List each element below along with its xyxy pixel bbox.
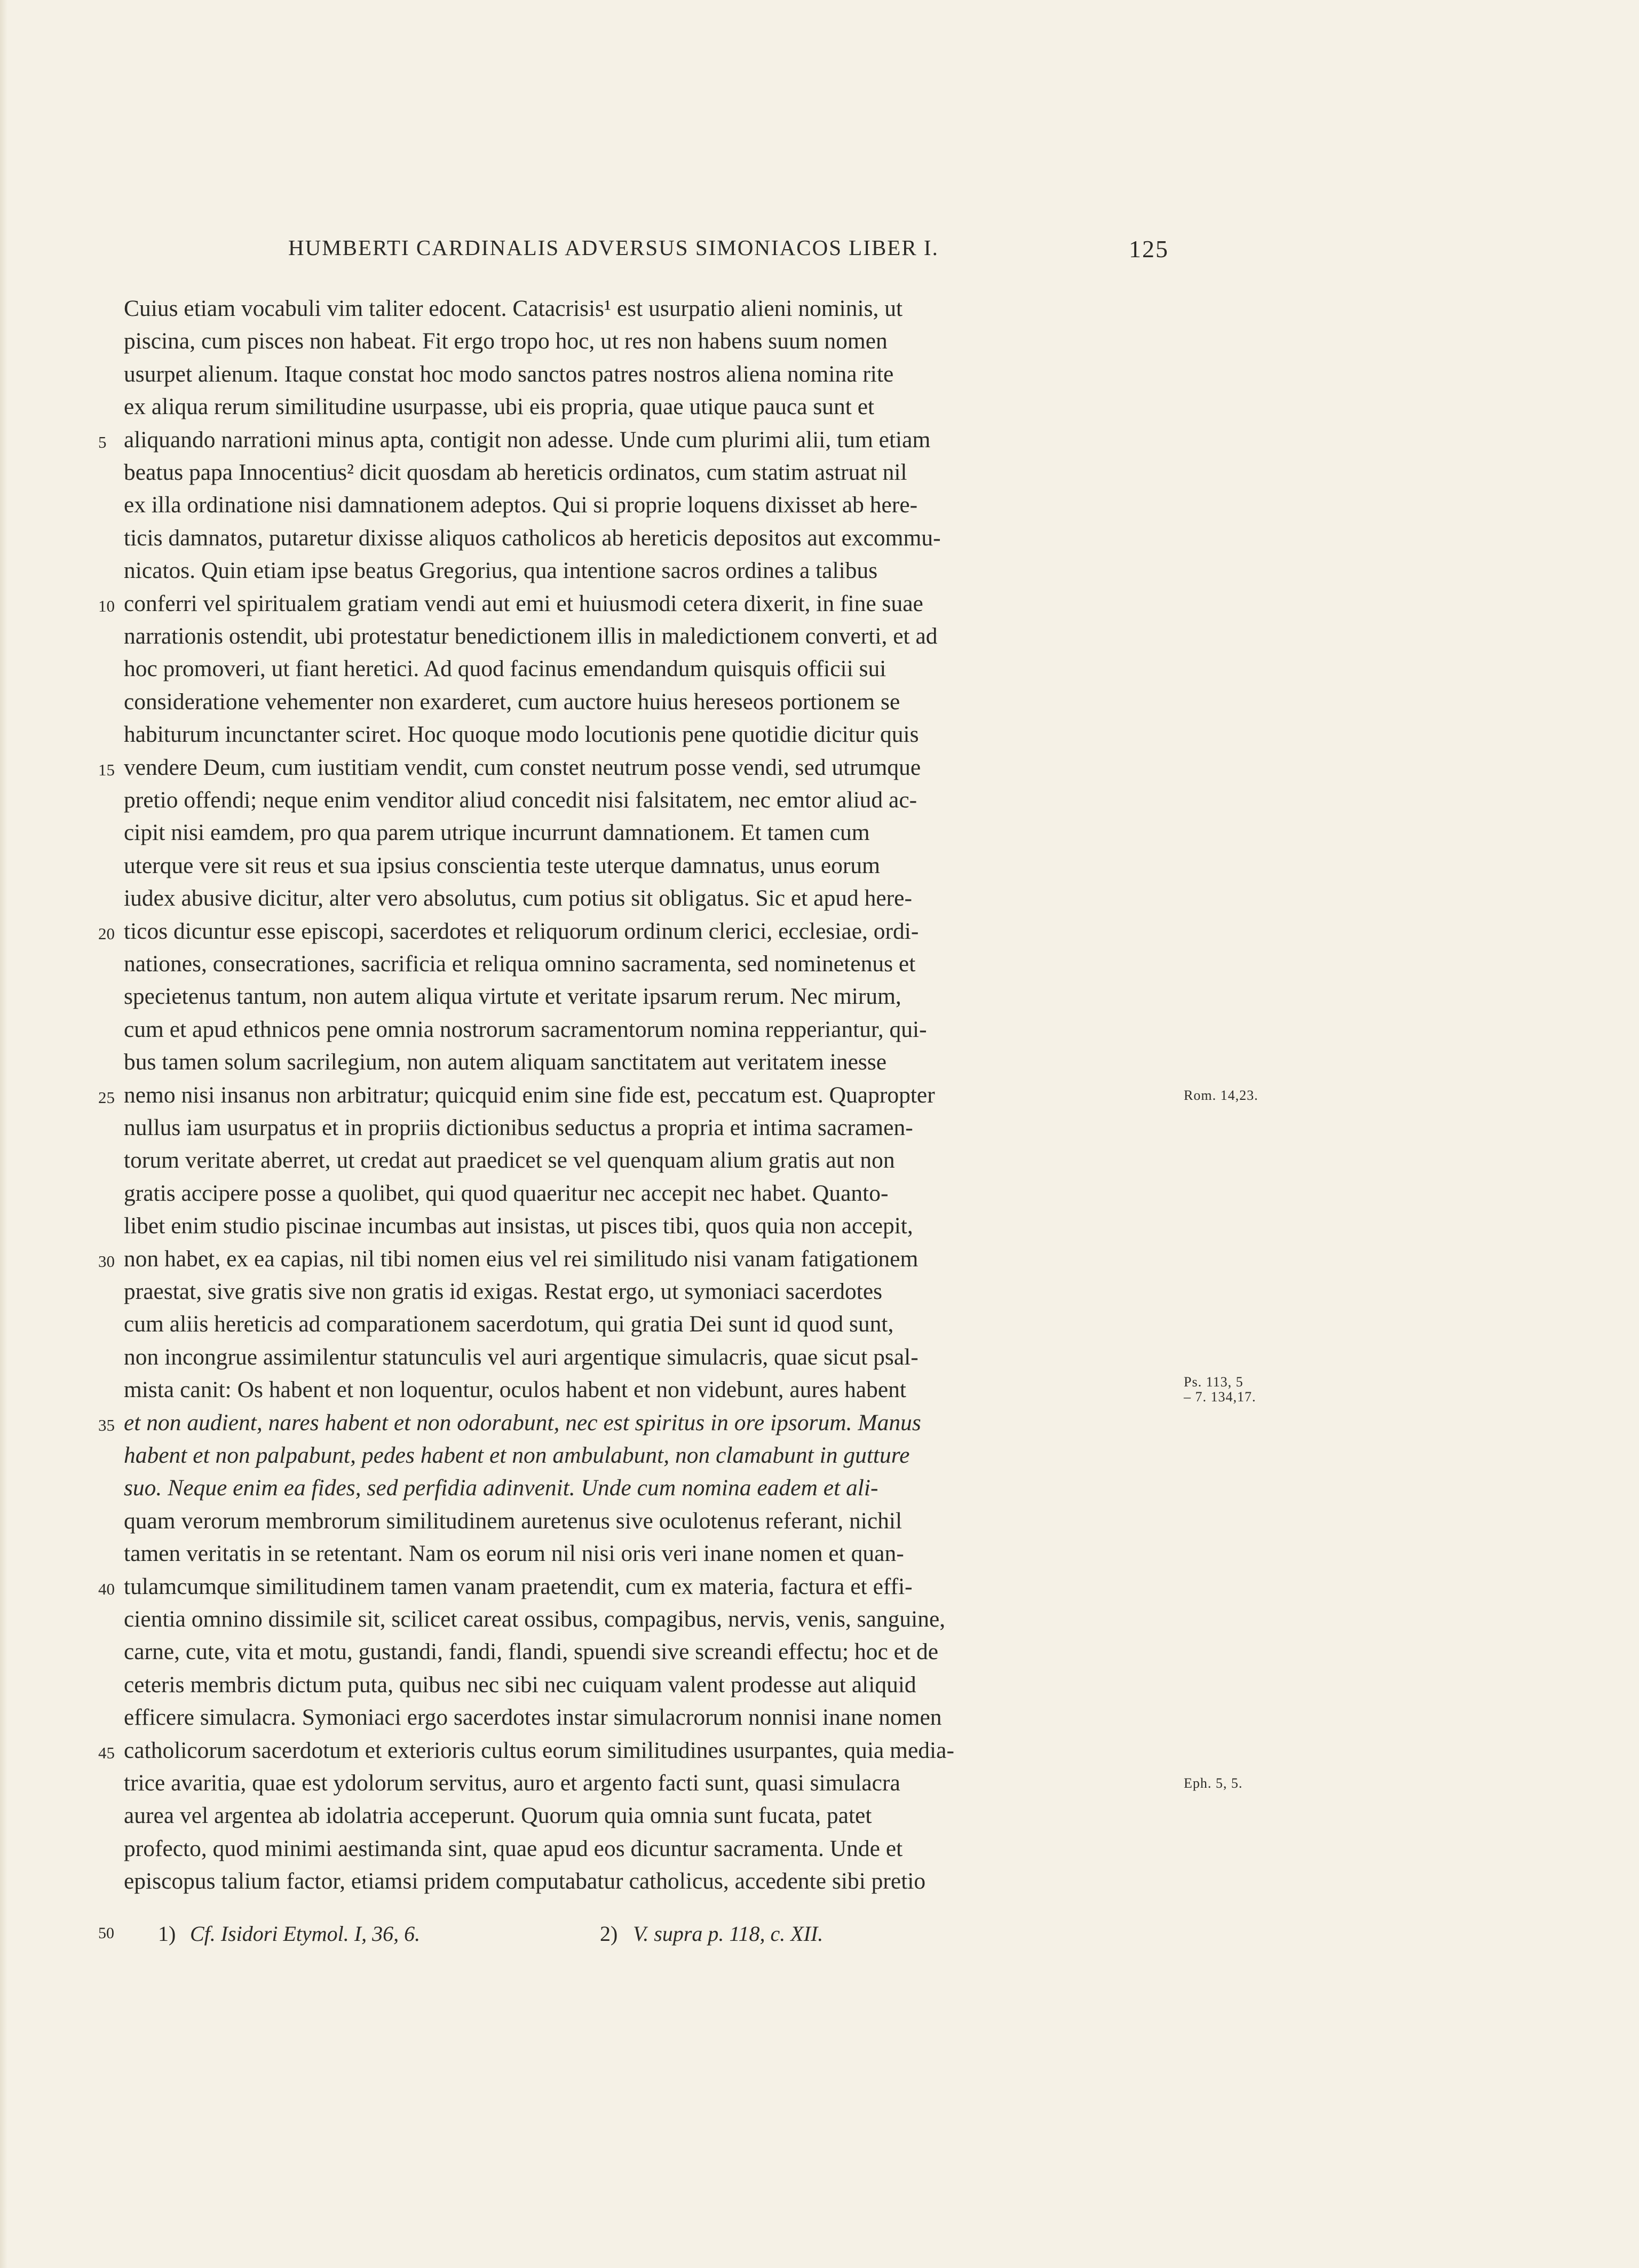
line-number: 5 bbox=[98, 432, 107, 451]
margin-reference bbox=[1184, 1375, 1256, 1405]
margin-reference-bottom: – 7. 134,17. bbox=[1184, 1389, 1256, 1405]
text-line: efficere simulacra. Symoniaci ergo sacerdotes instar simulacrorum nonnisi inane nomen bbox=[124, 1704, 942, 1731]
text-line: gratis accipere posse a quolibet, qui quod quaeritur nec accepit nec habet. Quanto- bbox=[124, 1180, 889, 1206]
footnotes bbox=[98, 1921, 1219, 1953]
footnote-2-marker: 2) bbox=[600, 1922, 618, 1946]
line-number: 45 bbox=[98, 1743, 115, 1762]
text-line: piscina, cum pisces non habeat. Fit ergo tropo hoc, ut res non habens suum nomen bbox=[124, 328, 888, 354]
running-title: HUMBERTI CARDINALIS ADVERSUS SIMONIACOS LIBER I. bbox=[288, 235, 939, 260]
text-line: consideratione vehementer non exarderet, cum auctore huius hereseos portionem se bbox=[124, 688, 900, 715]
text-line: iudex abusive dicitur, alter vero absolutus, cum potius sit obligatus. Sic et apud here- bbox=[124, 885, 912, 911]
text-line: ex illa ordinatione nisi damnationem adeptos. Qui si proprie loquens dixisset ab here- bbox=[124, 492, 918, 518]
margin-reference-top: Ps. 113, 5 bbox=[1184, 1374, 1244, 1390]
text-line: torum veritate aberret, ut credat aut praedicet se vel quenquam alium gratis aut non bbox=[124, 1147, 895, 1173]
text-line: vendere Deum, cum iustitiam vendit, cum constet neutrum posse vendi, sed utrumque bbox=[124, 754, 921, 780]
text-line: mista canit: Os habent et non loquentur, oculos habent et non videbunt, aures habent bbox=[124, 1377, 907, 1403]
running-head bbox=[288, 235, 1169, 267]
text-line: Cuius etiam vocabuli vim taliter edocent. Catacrisis¹ est usurpatio alieni nominis, ut bbox=[124, 296, 903, 321]
line-number: 15 bbox=[98, 760, 115, 779]
text-line: ex aliqua rerum similitudine usurpasse, ubi eis propria, quae utique pauca sunt et bbox=[124, 394, 875, 420]
text-line: suo. Neque enim ea fides, sed perfidia adinvenit. Unde cum nomina eadem et ali- bbox=[124, 1475, 878, 1501]
text-line: narrationis ostendit, ubi protestatur benedictionem illis in maledictionem converti, et ad bbox=[124, 623, 938, 649]
text-line: cum et apud ethnicos pene omnia nostrorum sacramentorum nomina repperiantur, qui- bbox=[124, 1016, 927, 1042]
text-line: nemo nisi insanus non arbitratur; quicquid enim sine fide est, peccatum est. Quapropter bbox=[124, 1082, 935, 1108]
line-number: 10 bbox=[98, 596, 115, 615]
text-line: ticos dicuntur esse episcopi, sacerdotes et reliquorum ordinum clerici, ecclesiae, ordi- bbox=[124, 918, 919, 944]
text-line: profecto, quod minimi aestimanda sint, quae apud eos dicuntur sacramenta. Unde et bbox=[124, 1835, 903, 1861]
text-line: tamen veritatis in se retentant. Nam os eorum nil nisi oris veri inane nomen et quan- bbox=[124, 1541, 904, 1567]
text-line: cientia omnino dissimile sit, scilicet careat ossibus, compagibus, nervis, venis, sanguine, bbox=[124, 1606, 946, 1632]
text-line: et non audient, nares habent et non odorabunt, nec est spiritus in ore ipsorum. Manus bbox=[124, 1409, 921, 1436]
text-line: specietenus tantum, non autem aliqua virtute et veritate ipsarum rerum. Nec mirum, bbox=[124, 984, 901, 1010]
text-line: usurpet alienum. Itaque constat hoc modo sanctos patres nostros aliena nomina rite bbox=[124, 361, 894, 387]
line-number: 35 bbox=[98, 1415, 115, 1434]
text-line: nationes, consecrationes, sacrificia et reliqua omnino sacramenta, sed nominetenus et bbox=[124, 951, 916, 977]
text-line: beatus papa Innocentius² dicit quosdam ab hereticis ordinatos, cum statim astruat nil bbox=[124, 459, 907, 485]
text-line: carne, cute, vita et motu, gustandi, fandi, flandi, spuendi sive screandi effectu; hoc et de bbox=[124, 1639, 939, 1665]
text-line: tulamcumque similitudinem tamen vanam praetendit, cum ex materia, factura et effi- bbox=[124, 1573, 913, 1599]
text-line: cum aliis hereticis ad comparationem sacerdotum, qui gratia Dei sunt id quod sunt, bbox=[124, 1311, 894, 1337]
footnote-1-text: Cf. Isidori Etymol. I, 36, 6. bbox=[190, 1922, 421, 1946]
text-line: hoc promoveri, ut fiant heretici. Ad quod facinus emendandum quisquis officii sui bbox=[124, 656, 886, 682]
text-line: quam verorum membrorum similitudinem auretenus sive oculotenus referant, nichil bbox=[124, 1508, 902, 1534]
text-line: bus tamen solum sacrilegium, non autem aliquam sanctitatem aut veritatem inesse bbox=[124, 1049, 887, 1075]
page-edge bbox=[0, 0, 7, 2268]
text-line: catholicorum sacerdotum et exterioris cultus eorum similitudines usurpantes, quia media- bbox=[124, 1737, 954, 1763]
footnote-2-text: V. supra p. 118, c. XII. bbox=[633, 1922, 824, 1946]
text-line: nullus iam usurpatus et in propriis dictionibus seductus a propria et intima sacramen- bbox=[124, 1115, 913, 1140]
margin-reference: Eph. 5, 5. bbox=[1184, 1775, 1243, 1791]
footnote-1-marker: 1) bbox=[158, 1922, 176, 1946]
text-line: cipit nisi eamdem, pro qua parem utrique incurrunt damnationem. Et tamen cum bbox=[124, 820, 870, 846]
line-number: 20 bbox=[98, 924, 115, 943]
text-line: pretio offendi; neque enim venditor aliud concedit nisi falsitatem, nec emtor aliud ac- bbox=[124, 787, 917, 813]
text-line: ticis damnatos, putaretur dixisse aliquos catholicos ab hereticis depositos aut excommu- bbox=[124, 525, 941, 551]
text-line: uterque vere sit reus et sua ipsius conscientia teste uterque damnatus, unus eorum bbox=[124, 852, 880, 878]
footnote-line-number: 50 bbox=[98, 1924, 114, 1942]
text-line: praestat, sive gratis sive non gratis id exigas. Restat ergo, ut symoniaci sacerdotes bbox=[124, 1279, 883, 1304]
text-line: libet enim studio piscinae incumbas aut insistas, ut pisces tibi, quos quia non accepit, bbox=[124, 1213, 913, 1239]
text-line: conferri vel spiritualem gratiam vendi aut emi et huiusmodi cetera dixerit, in fine suae bbox=[124, 590, 923, 616]
text-line: nicatos. Quin etiam ipse beatus Gregorius, qua intentione sacros ordines a talibus bbox=[124, 558, 878, 584]
text-line: non habet, ex ea capias, nil tibi nomen eius vel rei similitudo nisi vanam fatigationem bbox=[124, 1246, 919, 1272]
text-line: episcopus talium factor, etiamsi pridem computabatur catholicus, accedente sibi pretio bbox=[124, 1868, 926, 1894]
text-line: non incongrue assimilentur statunculis vel auri argentique simulacris, quae sicut psal- bbox=[124, 1344, 919, 1370]
text-line: habent et non palpabunt, pedes habent et non ambulabunt, non clamabunt in gutture bbox=[124, 1442, 910, 1468]
text-line: aliquando narrationi minus apta, contigit non adesse. Unde cum plurimi alii, tum etiam bbox=[124, 426, 931, 453]
text-line: ceteris membris dictum puta, quibus nec sibi nec cuiquam valent prodesse aut aliquid bbox=[124, 1671, 916, 1698]
margin-reference: Rom. 14,23. bbox=[1184, 1087, 1258, 1103]
line-number: 40 bbox=[98, 1579, 115, 1598]
line-number: 30 bbox=[98, 1251, 115, 1271]
text-line: aurea vel argentea ab idolatria acceperunt. Quorum quia omnia sunt fucata, patet bbox=[124, 1803, 872, 1829]
text-line: habiturum incunctanter sciret. Hoc quoque modo locutionis pene quotidie dicitur quis bbox=[124, 721, 919, 748]
page-number: 125 bbox=[1129, 235, 1169, 263]
line-number: 25 bbox=[98, 1088, 115, 1107]
text-line: trice avaritia, quae est ydolorum servitus, auro et argento facti sunt, quasi simulacra bbox=[124, 1770, 900, 1796]
